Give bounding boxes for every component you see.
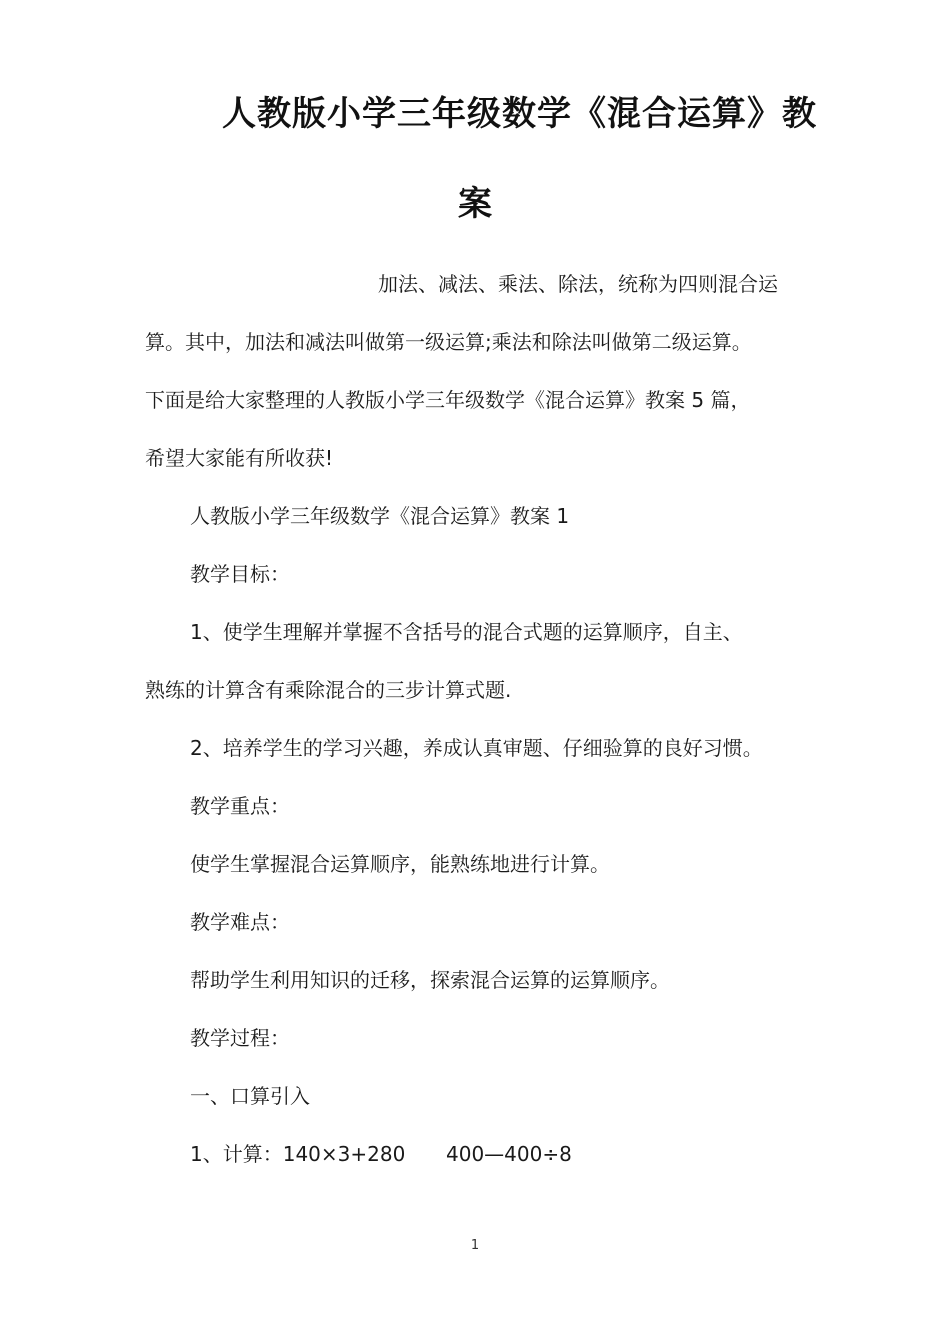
lesson-heading: 人教版小学三年级数学《混合运算》教案 1	[190, 504, 570, 528]
goal-2: 2、培养学生的学习兴趣，养成认真审题、仔细验算的良好习惯。	[190, 736, 763, 760]
intro-line-1: 加法、减法、乘法、除法，统称为四则混合运	[378, 272, 778, 296]
document-title-line-1: 人教版小学三年级数学《混合运算》教	[222, 94, 817, 134]
page-number: 1	[470, 1238, 480, 1253]
difficulty-text: 帮助学生利用知识的迁移，探索混合运算的运算顺序。	[190, 968, 670, 992]
process-heading: 教学过程：	[190, 1026, 290, 1050]
key-heading: 教学重点：	[190, 794, 290, 818]
calc-expression-1: 1、计算：140×3+280	[190, 1142, 406, 1166]
intro-line-4: 希望大家能有所收获!	[145, 446, 334, 470]
key-text: 使学生掌握混合运算顺序，能熟练地进行计算。	[190, 852, 610, 876]
intro-line-3: 下面是给大家整理的人教版小学三年级数学《混合运算》教案 5 篇，	[145, 388, 751, 412]
intro-line-2: 算。其中，加法和减法叫做第一级运算;乘法和除法叫做第二级运算。	[145, 330, 752, 354]
goals-heading: 教学目标：	[190, 562, 290, 586]
document-title-line-2: 案	[458, 184, 493, 224]
difficulty-heading: 教学难点：	[190, 910, 290, 934]
step-1-heading: 一、口算引入	[190, 1084, 310, 1108]
goal-1-line-2: 熟练的计算含有乘除混合的三步计算式题.	[145, 678, 512, 702]
calc-expression-2: 400—400÷8	[446, 1142, 572, 1166]
goal-1-line-1: 1、使学生理解并掌握不含括号的混合式题的运算顺序，自主、	[190, 620, 743, 644]
